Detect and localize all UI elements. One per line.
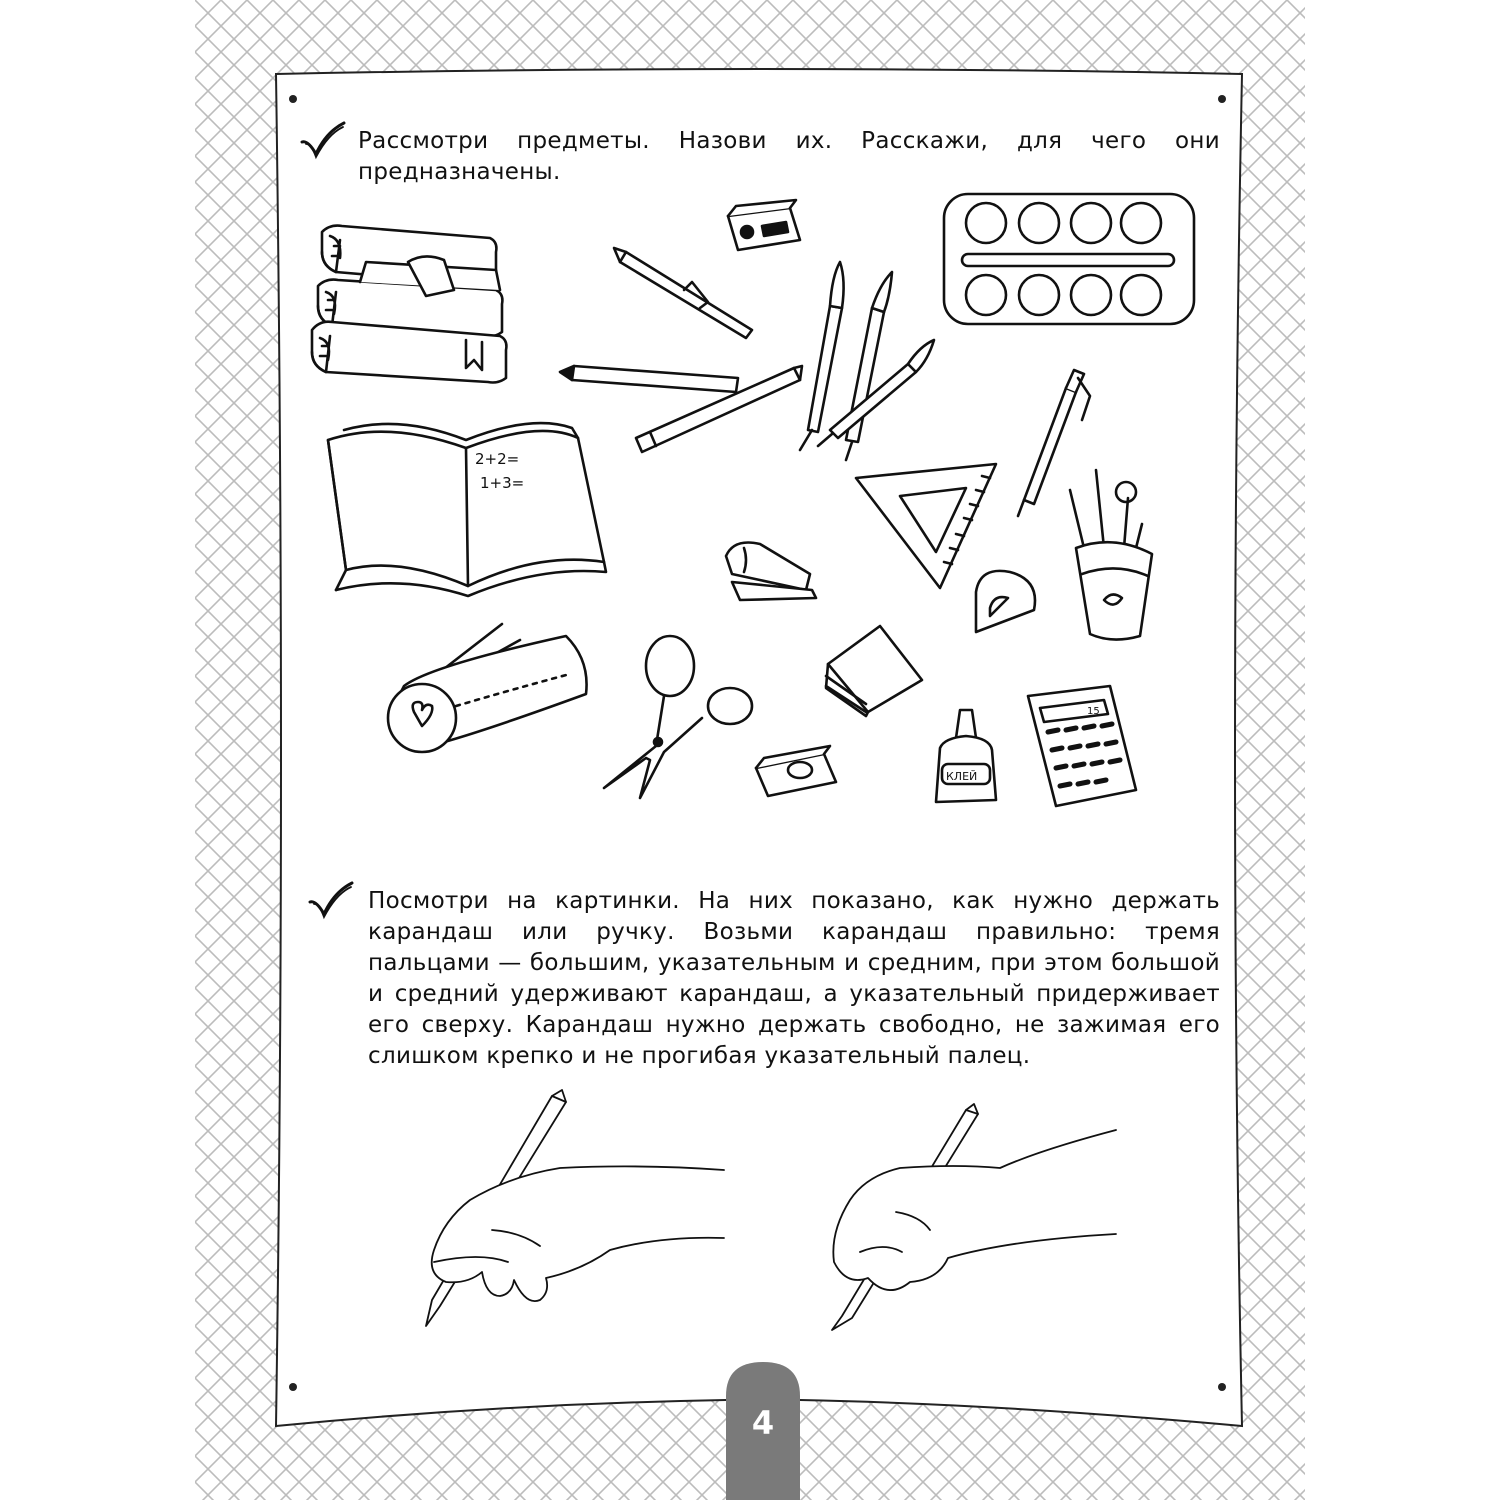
task2-instruction: [368, 886, 1220, 1072]
sticky-notes-icon: [826, 626, 922, 716]
books-stack-icon: [312, 226, 506, 383]
calculator-display: 15: [1087, 706, 1100, 717]
pen-icon: [614, 248, 752, 338]
pencil-cup-icon: [1070, 470, 1152, 640]
set-square-icon: [856, 464, 996, 588]
pen-icon: [1018, 370, 1090, 516]
paintbrush-icon: [800, 262, 844, 450]
stapler-icon: [726, 543, 816, 601]
notebook-line2: 1+3=: [480, 474, 525, 492]
hand-holding-pen-icon: [426, 1090, 724, 1326]
scissors-icon: [604, 636, 752, 798]
notebook-line1: 2+2=: [475, 450, 520, 468]
sharpener-icon: [728, 200, 800, 250]
pencil-icon: [560, 366, 738, 392]
paint-palette-icon: [944, 194, 1194, 324]
protractor-icon: [976, 571, 1035, 632]
task2-text: Посмотри на картинки. На них показано, как нужно держать карандаш или ручку. Возьми карандаш правильно: тремя пальцами — большим, указательным и средним, при этом большой и средний удерживают карандаш, а указательный придерживает его сверху. Карандаш нужно держать свободно, не зажимая его слишком крепко и не прогибая указательный палец.: [368, 888, 1220, 1069]
page-number: 4: [751, 1404, 775, 1442]
eraser-icon: [756, 746, 836, 796]
open-notebook-icon: [328, 423, 606, 596]
hand-holding-pencil-icon: [832, 1104, 1116, 1330]
glue-bottle-icon: [936, 710, 996, 802]
glue-label: КЛЕЙ: [946, 770, 978, 783]
checkmark-icon: [306, 880, 356, 922]
calculator-icon: [1028, 686, 1136, 806]
task1-text: Рассмотри предметы. Назови их. Расскажи, для чего они предназначены.: [358, 128, 1220, 185]
pencil-case-icon: [388, 624, 587, 752]
paintbrush-icon: [846, 272, 892, 460]
